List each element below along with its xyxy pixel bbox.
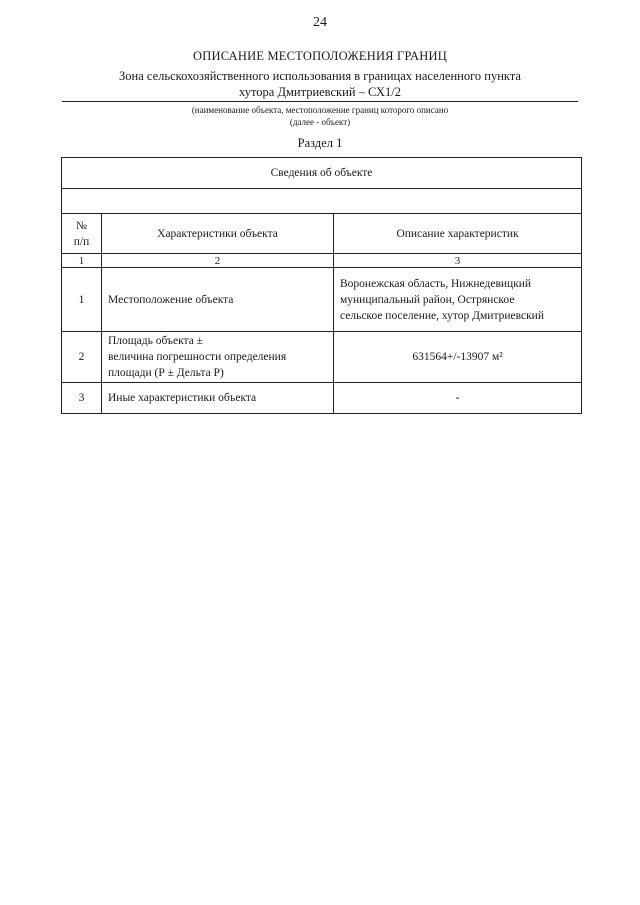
table-row: [62, 268, 582, 332]
table-title-row: [62, 158, 582, 189]
column-number: 1: [62, 254, 102, 268]
row-number: 3: [62, 383, 102, 414]
table-title: Сведения об объекте: [62, 158, 582, 189]
table-row: [62, 383, 582, 414]
row-description: 631564+/-13907 м²: [334, 332, 582, 383]
row-number: 2: [62, 332, 102, 383]
row-characteristic: Местоположение объекта: [102, 268, 334, 332]
table-column-numbers-row: [62, 254, 582, 268]
characteristic-line: площади (Р ± Дельта Р): [108, 367, 224, 379]
header-number-line-1: №: [76, 219, 87, 232]
object-name-caption: [62, 104, 578, 128]
row-characteristic: Иные характеристики объекта: [102, 383, 334, 414]
table-empty-cell: [62, 189, 582, 214]
header-characteristics: Характеристики объекта: [102, 214, 334, 254]
object-name-line-1: Зона сельскохозяйственного использования в границах населенного пункта: [119, 69, 521, 83]
page-number: 24: [313, 15, 327, 30]
table-row: [62, 332, 582, 383]
table-empty-row: [62, 189, 582, 214]
column-number: 2: [102, 254, 334, 268]
characteristic-line: величина погрешности определения: [108, 351, 287, 363]
row-number: 1: [62, 268, 102, 332]
description-line: сельское поселение, хутор Дмитриевский: [340, 309, 544, 322]
row-characteristic: [102, 332, 334, 383]
document-title: ОПИСАНИЕ МЕСТОПОЛОЖЕНИЯ ГРАНИЦ: [193, 49, 447, 63]
header-number: [62, 214, 102, 254]
row-description: [334, 268, 582, 332]
description-line: Воронежская область, Нижнедевицкий: [340, 277, 532, 290]
header-number-line-2: п/п: [73, 235, 90, 248]
object-info-table: [61, 157, 582, 414]
section-label: Раздел 1: [297, 136, 343, 150]
row-description: -: [334, 383, 582, 414]
object-name: [62, 68, 578, 102]
description-line: муниципальный район, Острянское: [340, 293, 515, 306]
characteristic-line: Площадь объекта ±: [108, 335, 203, 347]
object-name-caption-line-2: (далее - объект): [289, 117, 351, 127]
object-name-line-2: хутора Дмитриевский – СХ1/2: [238, 85, 402, 99]
header-description: Описание характеристик: [334, 214, 582, 254]
object-name-caption-line-1: (наименование объекта, местоположение границ которого описано: [191, 105, 449, 115]
column-number: 3: [334, 254, 582, 268]
table-header-row: [62, 214, 582, 254]
